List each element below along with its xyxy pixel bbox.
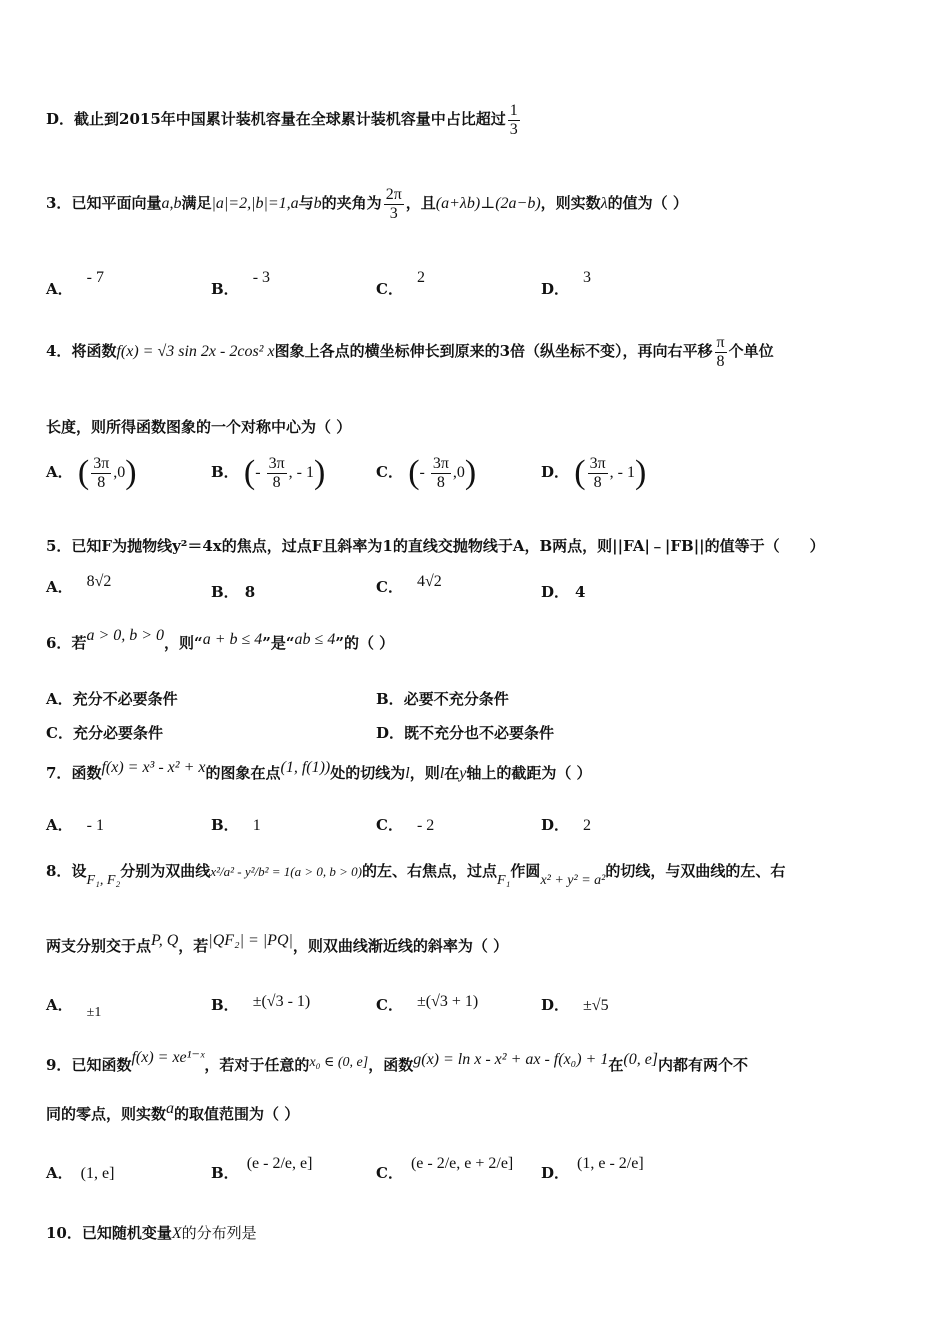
q4-option-d[interactable]: D． ( $\frac{3\pi}{8}$ , - 1) — [541, 454, 647, 492]
q7-option-b[interactable]: B． 1 — [211, 816, 261, 834]
q8-option-d[interactable]: D． ±√5 — [541, 996, 609, 1014]
q5-option-a[interactable]: A． 8√2 — [46, 573, 112, 596]
option-d-prev — [46, 102, 522, 138]
fraction-one-third: $\frac{1}{3}$ — [509, 102, 518, 138]
q8-option-b[interactable]: B． ±(√3 - 1) — [211, 993, 311, 1014]
q9-option-c[interactable]: C．(e - 2/e, e + 2/e] — [376, 1155, 514, 1182]
q7-option-c[interactable]: C． - 2 — [376, 816, 435, 834]
q3-option-d[interactable]: D．3 — [541, 269, 592, 298]
question-7: 7．函数f(x) = x³ - x² + x的图象在点(1, f(1))处的切线为l，则l在y轴上的截距为（ ） — [46, 759, 592, 782]
shift-fraction: $\frac{\pi}{8}$ — [716, 334, 725, 370]
q6-option-c[interactable]: C．充分必要条件 — [46, 724, 163, 742]
question-6: 6．若a > 0, b > 0，则“a + b ≤ 4”是“ab ≤ 4”的（ ） — [46, 627, 395, 652]
q5-option-c[interactable]: C． 4√2 — [376, 573, 442, 596]
q4-option-a[interactable]: A． ( $\frac{3\pi}{8}$ ,0) — [46, 454, 137, 492]
question-4-line-2: 长度，则所得函数图象的一个对称中心为（ ） — [46, 418, 352, 436]
question-8: 8．设F₁, F₂分别为双曲线x²/a² - y²/b² = 1(a > 0, b > 0)的左、右焦点，过点F₁作圆x² + y² = a²的切线，与双曲线的左、右 — [46, 862, 786, 888]
q9-option-a[interactable]: A． (1, e] — [46, 1164, 115, 1182]
q6-option-b[interactable]: B．必要不充分条件 — [376, 690, 509, 708]
q5-option-d[interactable]: D． 4 — [541, 583, 586, 601]
q8-option-a[interactable]: A． ±1 — [46, 996, 102, 1020]
q3-option-a[interactable]: A．- 7 — [46, 269, 104, 298]
angle-fraction: $\frac{2\pi}{3}$ — [385, 186, 402, 222]
q3-option-b[interactable]: B．- 3 — [211, 269, 271, 298]
question-4: 4．将函数f(x) = √3 sin 2x - 2cos² x图象上各点的横坐标伸长到原来的3倍（纵坐标不变），再向右平移 $\frac{\pi}{8}$ 个单位 — [46, 334, 774, 370]
q6-option-a[interactable]: A．充分不必要条件 — [46, 690, 178, 708]
question-5: 5．已知F为抛物线y²＝4x的焦点，过点F且斜率为1的直线交抛物线于A，B两点，则||FA|﹣|FB||的值等于（ ） — [46, 537, 825, 555]
q9-option-d[interactable]: D．(1, e - 2/e] — [541, 1155, 644, 1182]
q4-option-c[interactable]: C． (- $\frac{3\pi}{8}$ ,0) — [376, 454, 477, 492]
q7-option-d[interactable]: D． 2 — [541, 816, 592, 834]
question-9-line-2: 同的零点，则实数a的取值范围为（ ） — [46, 1100, 300, 1123]
question-8-line-2: 两支分别交于点P, Q，若|QF₂| = |PQ|，则双曲线渐近线的斜率为（ ） — [46, 932, 509, 955]
q3-option-c[interactable]: C．2 — [376, 269, 425, 298]
question-3: 3．已知平面向量a,b满足|a|=2,|b|=1,a与b的夹角为 $\frac{2\pi}{3}$ ，且(a+λb)⊥(2a−b)，则实数λ的值为（ ） — [46, 186, 688, 222]
q6-option-d[interactable]: D．既不充分也不必要条件 — [376, 724, 555, 742]
q5-option-b[interactable]: B． 8 — [211, 583, 256, 601]
question-10: 10．已知随机变量X的分布列是 — [46, 1224, 257, 1242]
question-9: 9．已知函数f(x) = xe¹⁻ˣ，若对于任意的x₀ ∈ (0, e]，函数g(x) = ln x - x² + ax - f(x₀) + 1在(0, e]内都有两个不 — [46, 1049, 749, 1074]
q7-option-a[interactable]: A． - 1 — [46, 816, 104, 834]
q8-option-c[interactable]: C． ±(√3 + 1) — [376, 993, 479, 1014]
q4-option-b[interactable]: B． (- $\frac{3\pi}{8}$ , - 1) — [211, 454, 326, 492]
option-d-prev-text: D．截止到2015年中国累计装机容量在全球累计装机容量中占比超过 — [46, 110, 506, 129]
q9-option-b[interactable]: B．(e - 2/e, e] — [211, 1155, 313, 1182]
